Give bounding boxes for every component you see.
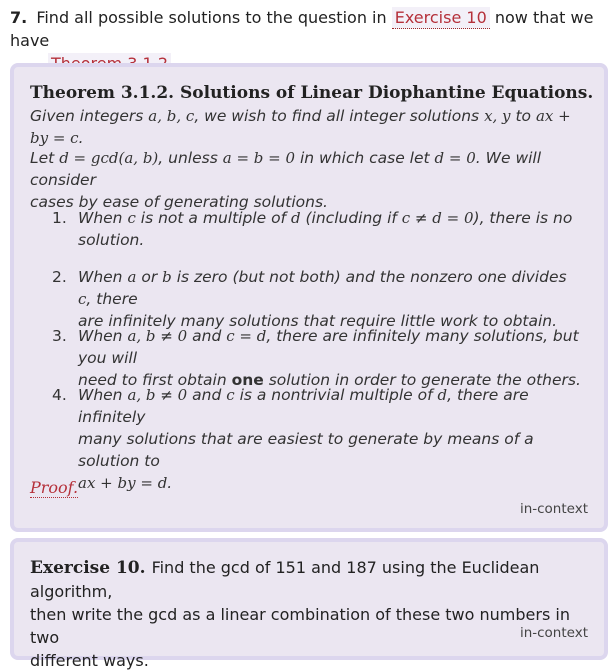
proof-link[interactable]: Proof.: [30, 478, 79, 497]
item-text: (including if: [305, 209, 397, 227]
list-number: 2.: [52, 268, 67, 286]
item-text: When: [78, 386, 123, 404]
def-mid: , unless: [158, 149, 218, 167]
intro-mid: , we wish to find all integer solutions: [194, 107, 480, 125]
item-math: c ≠ d = 0: [401, 209, 474, 227]
item-math: d: [290, 209, 301, 227]
item-text: , there: [86, 290, 138, 308]
intro-equation: ax + by = c: [30, 107, 571, 147]
item-text: When: [78, 209, 123, 227]
exercise-heading: Exercise 10.: [30, 558, 146, 578]
theorem-definition: [30, 147, 590, 213]
item-math: c: [226, 386, 235, 404]
intro-vars: a, b, c: [148, 107, 195, 125]
item-text: need to first obtain: [78, 371, 227, 389]
list-number: 3.: [52, 327, 67, 345]
def-d0: d = 0: [434, 149, 476, 167]
question-text-after: now that we have: [10, 8, 594, 50]
def-case: in which case let: [299, 149, 430, 167]
item-math: c = d: [226, 327, 267, 345]
item-text: , there are infinitely: [78, 386, 529, 426]
item-text: or: [141, 268, 158, 286]
item-text: is a nontrivial multiple of: [239, 386, 433, 404]
item-text: many solutions that are easiest to generate by means of a solution to: [78, 430, 534, 470]
item-math: c: [78, 290, 87, 308]
list-item: [52, 384, 582, 494]
item-text: When: [78, 327, 123, 345]
item-text: ), there is no: [473, 209, 573, 227]
theorem-box: [10, 63, 608, 532]
item-math: c: [127, 209, 136, 227]
item-text: , there are infinitely many solutions, but you will: [78, 327, 579, 367]
def-gcd: d = gcd(a, b): [59, 149, 159, 167]
question-number: 7.: [10, 8, 28, 27]
in-context-link[interactable]: in-context: [519, 501, 588, 517]
intro-to: to: [515, 107, 532, 125]
exercise-text: then write the gcd as a linear combination of these two numbers in two: [30, 605, 570, 647]
item-text: solution.: [78, 231, 145, 249]
item-text: When: [78, 268, 123, 286]
exercise-text: Find the gcd of 151 and 187 using the Euclidean algorithm,: [30, 558, 540, 601]
list-item: [52, 266, 582, 332]
def-line2: cases by ease of generating solutions.: [30, 193, 328, 211]
exercise-link[interactable]: Exercise 10: [392, 7, 490, 29]
item-math: b: [162, 268, 172, 286]
exercise-body: [30, 556, 590, 672]
in-context-link[interactable]: in-context: [519, 625, 588, 641]
def-tail: . We will consider: [30, 149, 542, 189]
item-text: are infinitely many solutions that require little work to obtain.: [78, 312, 558, 330]
item-math: ax + by = d: [78, 474, 168, 492]
exercise-box: [10, 538, 608, 670]
list-number: 1.: [52, 209, 67, 227]
item-emphasis: one: [231, 371, 264, 389]
list-item: [52, 207, 582, 251]
item-math: a, b ≠ 0: [127, 327, 188, 345]
list-number: 4.: [52, 386, 67, 404]
intro-end: .: [78, 129, 84, 147]
question-text-before: Find all possible solutions to the question in: [36, 8, 387, 27]
def-zero: a = b = 0: [222, 149, 296, 167]
item-text: solution in order to generate the others.: [268, 371, 581, 389]
intro-text: Given integers: [30, 107, 144, 125]
def-let: Let: [30, 149, 55, 167]
item-math: d: [437, 386, 448, 404]
exercise-text: different ways.: [30, 651, 149, 670]
intro-xy: x, y: [484, 107, 511, 125]
item-math: a: [127, 268, 137, 286]
item-text: and: [192, 386, 222, 404]
theorem-heading: Theorem 3.1.2. Solutions of Linear Diophantine Equations.: [30, 83, 594, 103]
list-item: [52, 325, 582, 391]
item-text: is zero (but not both) and the nonzero one divides: [176, 268, 567, 286]
item-text: .: [167, 474, 173, 492]
item-text: and: [192, 327, 222, 345]
theorem-intro: [30, 105, 590, 149]
item-text: is not a multiple of: [140, 209, 287, 227]
item-math: a, b ≠ 0: [127, 386, 188, 404]
